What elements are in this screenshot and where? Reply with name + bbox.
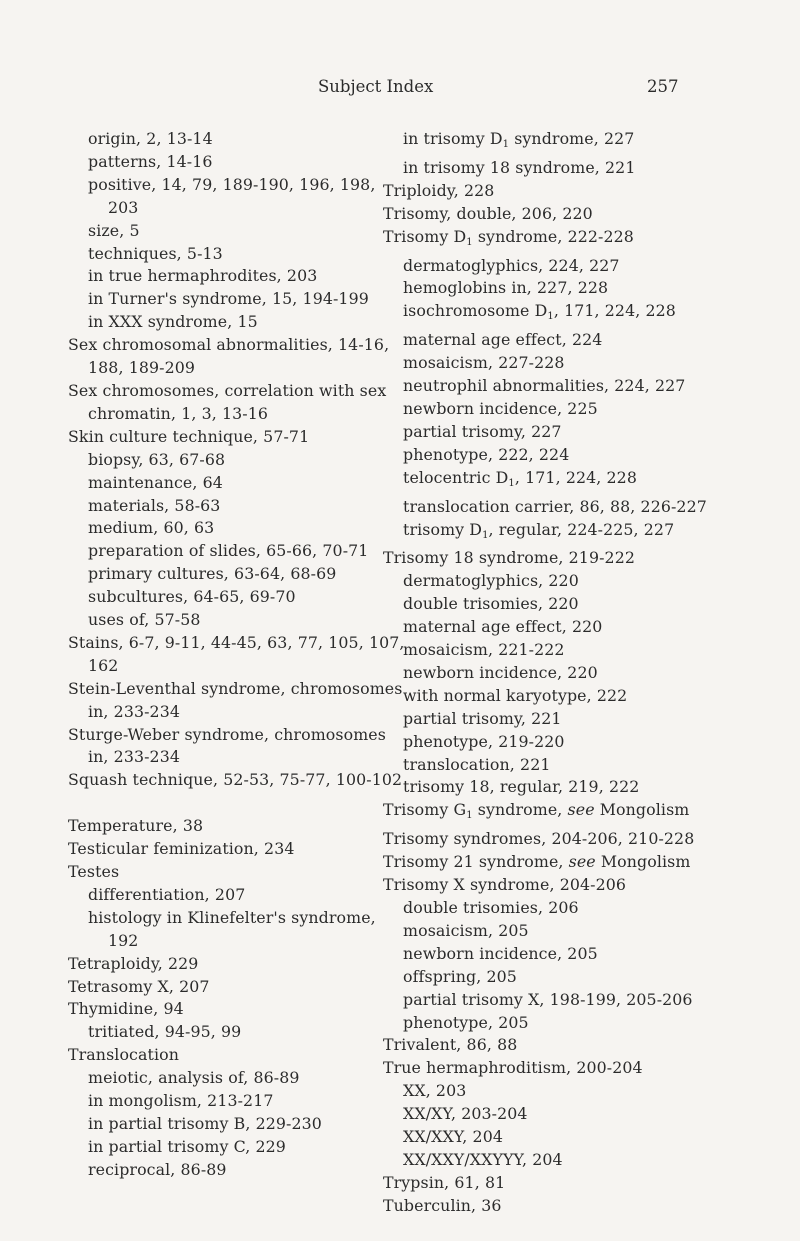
page-number: 257 [647,77,679,96]
index-subentry [383,662,723,685]
entry-text: double trisomies, 220 [403,594,579,614]
index-entry [383,547,723,570]
entry-text: dermatoglyphics, 220 [403,571,579,591]
index-subentry [383,989,723,1012]
entry-text: , 171, 224, 228 [514,467,637,487]
entry-text: partial trisomy, 221 [403,708,562,728]
index-subentry: medium, 60, 63 [88,518,215,538]
index-entry [383,203,723,226]
page-title: Subject Index [318,77,434,96]
index-subentry: preparation of slides, 65-66, 70-71 [88,541,369,561]
entry-text: telocentric D [403,467,509,487]
index-entry: Stains, 6-7, 9-11, 44-45, 63, 77, 105, 107, 162 [68,632,405,675]
entry-subscript: 1 [482,529,489,541]
index-entry [383,1057,723,1080]
entry-text: , 171, 224, 228 [553,301,676,321]
index-entry [383,226,723,255]
index-subentry [383,1080,723,1103]
index-entry: Thymidine, 94 [68,999,184,1019]
index-subentry [383,708,723,731]
index-subentry: size, 5 [88,220,140,240]
index-subentry: origin, 2, 13-14 [88,129,213,148]
entry-text: hemoglobins in, 227, 228 [403,278,609,298]
index-subentry [383,352,723,375]
entry-text: partial trisomy, 227 [403,421,562,441]
index-subentry [383,966,723,989]
index-subentry [383,593,723,616]
index-entry: Skin culture technique, 57-71 [68,426,310,446]
index-subentry: positive, 14, 79, 189-190, 196, 198, 203 [88,174,376,217]
index-subentry [383,943,723,966]
entry-text: neutrophil abnormalities, 224, 227 [403,376,686,396]
index-entry: Sex chromosomes, correlation with sex chromatin, 1, 3, 13-16 [68,380,387,423]
index-subentry [383,685,723,708]
entry-text: in trisomy 18 syndrome, 221 [403,157,636,177]
entry-text: trisomy 18, regular, 219, 222 [403,777,640,797]
right-column [383,128,723,1218]
index-subentry: in Turner's syndrome, 15, 194-199 [88,289,369,309]
index-subentry [383,754,723,777]
entry-text: Trisomy G [383,800,467,820]
entry-subscript: 1 [502,139,510,150]
index-entry: Testes [68,861,120,881]
index-subentry [383,1126,723,1149]
index-subentry [383,920,723,943]
index-subentry [383,398,723,421]
entry-text: dermatoglyphics, 224, 227 [403,255,620,275]
entry-text: Mongolism [594,800,690,820]
entry-text: maternal age effect, 220 [403,617,603,637]
index-subentry [383,1103,723,1126]
entry-subscript: 1 [466,236,473,248]
entry-text: XX, 203 [403,1081,467,1101]
index-subentry: patterns, 14-16 [88,151,213,171]
index-entry [383,1172,723,1195]
entry-text: partial trisomy X, 198-199, 205-206 [403,989,693,1009]
index-subentry: techniques, 5-13 [88,243,223,263]
entry-see-reference: see [567,800,595,820]
index-entry: Tetrasomy X, 207 [68,976,210,996]
index-subentry [383,255,723,278]
index-subentry [383,277,723,300]
entry-text: newborn incidence, 205 [403,943,598,963]
entry-subscript: 1 [508,477,515,489]
index-entry: Translocation [68,1045,179,1065]
section-gap [68,792,408,815]
entry-text: phenotype, 222, 224 [403,444,570,464]
index-entry: Tetraploidy, 229 [68,953,199,973]
index-subentry: histology in Klinefelter's syndrome, 192 [88,907,376,950]
index-subentry [383,1149,723,1172]
entry-text: XX/XY, 203-204 [403,1104,528,1124]
index-entry [383,1034,723,1057]
entry-text: translocation, 221 [403,754,551,774]
index-subentry [383,467,723,496]
index-subentry: in true hermaphrodites, 203 [88,266,318,286]
entry-text: syndrome, 227 [509,129,635,148]
index-subentry [383,444,723,467]
entry-text: translocation carrier, 86, 88, 226-227 [403,496,707,516]
index-subentry [383,329,723,352]
entry-text: XX/XXY/XXYYY, 204 [403,1149,563,1169]
index-entry [383,828,723,851]
index-subentry [383,496,723,519]
index-subentry: in partial trisomy C, 229 [88,1136,286,1156]
entry-text: Trisomy D [383,226,467,246]
entry-text: mosaicism, 227-228 [403,353,565,373]
entry-text: mosaicism, 205 [403,920,529,940]
entry-text: phenotype, 219-220 [403,731,565,751]
index-subentry [383,616,723,639]
entry-text: Trypsin, 61, 81 [383,1172,506,1192]
index-subentry: meiotic, analysis of, 86-89 [88,1068,300,1088]
entry-text: with normal karyotype, 222 [403,685,628,705]
index-entry: Temperature, 38 [68,816,204,836]
entry-text: mosaicism, 221-222 [403,640,565,660]
index-subentry: differentiation, 207 [88,884,246,904]
entry-text: Trisomy 18 syndrome, 219-222 [383,548,635,568]
entry-text: phenotype, 205 [403,1012,529,1032]
index-subentry [383,570,723,593]
entry-text: Mongolism [595,852,691,872]
entry-text: XX/XXY, 204 [403,1127,503,1147]
entry-text: double trisomies, 206 [403,898,579,917]
index-subentry: tritiated, 94-95, 99 [88,1022,242,1042]
entry-text: syndrome, [472,800,568,820]
entry-text: newborn incidence, 225 [403,398,598,418]
entry-text: Trisomy X syndrome, 204-206 [383,875,627,895]
entry-subscript: 1 [547,311,554,323]
index-subentry: maintenance, 64 [88,472,223,492]
entry-text: Trivalent, 86, 88 [383,1035,518,1055]
index-subentry: biopsy, 63, 67-68 [88,449,226,469]
entry-text: newborn incidence, 220 [403,662,598,682]
index-subentry: subcultures, 64-65, 69-70 [88,587,296,607]
index-subentry [383,731,723,754]
index-subentry [383,639,723,662]
entry-see-reference: see [568,852,596,872]
index-entry: Squash technique, 52-53, 75-77, 100-102 [68,770,403,790]
index-subentry: in mongolism, 213-217 [88,1091,274,1111]
index-subentry [383,1012,723,1035]
page-header [0,77,800,101]
entry-text: , regular, 224-225, 227 [488,519,675,539]
index-subentry [383,157,723,180]
entry-text: syndrome, 222-228 [472,226,634,246]
index-entry [383,851,723,874]
index-subentry [383,375,723,398]
index-entry [383,799,723,828]
left-column [68,128,408,1182]
index-entry [383,874,723,897]
entry-text: offspring, 205 [403,966,517,986]
index-subentry: in XXX syndrome, 15 [88,312,258,332]
index-subentry [383,421,723,444]
index-entry [383,180,723,203]
index-entry [383,1195,723,1218]
index-subentry: primary cultures, 63-64, 68-69 [88,564,337,584]
index-subentry [383,128,723,157]
entry-subscript: 1 [466,810,473,822]
entry-text: in trisomy D [403,129,503,148]
index-entry: Sex chromosomal abnormalities, 14-16, 188, 189-209 [68,335,390,378]
index-subentry: reciprocal, 86-89 [88,1159,227,1179]
entry-text: maternal age effect, 224 [403,330,603,350]
index-subentry [383,519,723,548]
index-subentry: uses of, 57-58 [88,610,201,630]
entry-text: True hermaphroditism, 200-204 [383,1058,643,1078]
entry-text: Triploidy, 228 [383,180,495,200]
index-subentry: materials, 58-63 [88,495,221,515]
index-entry: Testicular feminization, 234 [68,839,295,859]
entry-text: Trisomy syndromes, 204-206, 210-228 [383,829,695,849]
index-subentry: in partial trisomy B, 229-230 [88,1113,322,1133]
index-subentry [383,776,723,799]
index-entry: Stein-Leventhal syndrome, chromosomes in, 233-234 [68,678,403,721]
index-subentry [383,300,723,329]
entry-text: trisomy D [403,519,483,539]
entry-text: isochromosome D [403,301,548,321]
entry-text: Tuberculin, 36 [383,1195,502,1215]
entry-text: Trisomy, double, 206, 220 [383,203,593,223]
entry-text: Trisomy 21 syndrome, [383,852,569,872]
index-subentry [383,897,723,920]
index-entry: Sturge-Weber syndrome, chromosomes in, 233-234 [68,724,386,767]
